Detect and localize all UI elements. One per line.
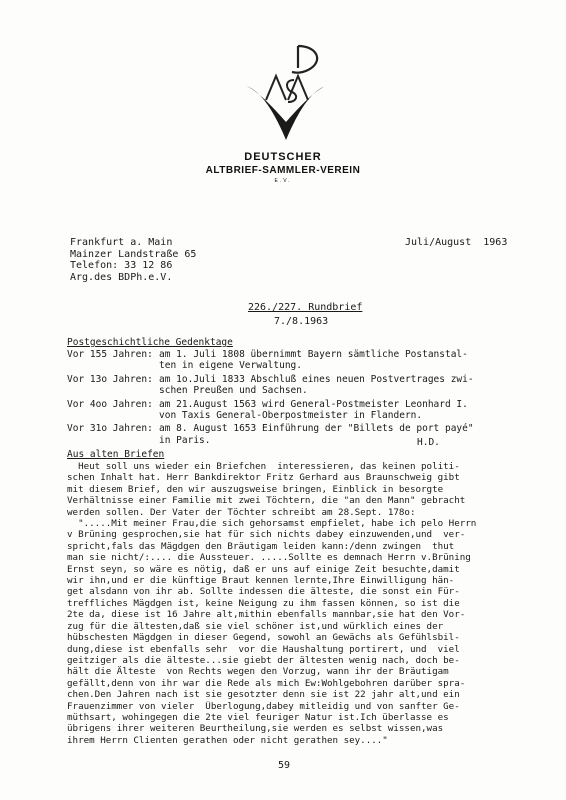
gedenktage-entry: [67, 374, 507, 397]
address-line: Mainzer Landstraße 65: [70, 248, 197, 260]
body-line: dung,diese ist ebenfalls sehr vor die Haushaltung portirert, und viel: [67, 643, 460, 655]
body-line: übrigens ihrer weiteren Beurtheilung,sie werden es selbst wissen,was: [67, 723, 444, 735]
body-line: ihrem Herrn Clienten gerathen oder nicht gerathen sey....": [67, 734, 388, 746]
entry-text: am 8. August 1653 Einführung der "Billets de port payé" in Paris.: [159, 423, 474, 446]
page-number: 59: [278, 760, 291, 771]
body-line: treffliches Mägdgen ist, keine Neigung zu ihm fassen können, so ist die: [67, 597, 460, 609]
org-line-1: DEUTSCHER: [244, 151, 322, 163]
address-line: Telefon: 33 12 86: [70, 260, 173, 271]
logo-d-stroke: [292, 46, 317, 73]
body-line: wir ihn,und er die künftige Braut kennen lernte,Ihre Einwilligung hän-: [67, 575, 455, 587]
gedenktage-entry: [67, 423, 507, 446]
body-line: spricht,fals das Mägdgen den Bräutigam leiden kann:/denn zwingen thut: [67, 540, 455, 552]
entry-text: am 1. Juli 1808 übernimmt Bayern sämtliche Postanstal- ten in eigene Verwaltung.: [159, 349, 468, 372]
body-line: werden sollen. Der Vater der Töchter schreibt am 28.Sept. 178o:: [67, 506, 416, 518]
body-line: get alsdann von ihr ab. Sollte indessen die älteste, die sonst ein Für-: [67, 586, 460, 598]
body-line: ".....Mit meiner Frau,die sich gehorsamst empfielet, habe ich pelo Herrn: [67, 518, 477, 530]
entry-text: am 1o.Juli 1833 Abschluß eines neuen Postvertrages zwi- schen Preußen und Sachsen.: [159, 373, 474, 397]
gedenktage-entry: [67, 399, 507, 422]
briefe-body: [67, 461, 507, 746]
entry-label: Vor 4oo Jahren:: [67, 398, 153, 410]
body-line: mit diesem Brief, den wir auszugsweise bringen, Einblick in besorgte: [67, 483, 444, 495]
rundbrief-date: 7./8.1963: [274, 316, 329, 327]
gedenktage-heading: Postgeschichtliche Gedenktage: [67, 337, 233, 348]
body-line: geitziger als die älteste...sie giebt der ältesten wenig nach, doch be-: [67, 654, 460, 666]
rundbrief-title: 226./227. Rundbrief: [248, 302, 363, 313]
body-line: Verhältnisse einer Familie mit zwei Töchtern, die "an den Mann" gebracht: [67, 495, 466, 507]
body-line: 2te da, diese ist 16 Jahre alt,mithin ebenfalls mannbar,sie hat den Vor-: [67, 609, 466, 621]
letter-date: Juli/August 1963: [405, 237, 508, 248]
entry-label: Vor 155 Jahren:: [67, 349, 153, 360]
signature-initials: H.D.: [417, 437, 440, 448]
address-line: Frankfurt a. Main: [70, 237, 173, 248]
body-line: Heut soll uns wieder ein Briefchen interessieren, das keinen politi-: [67, 461, 460, 472]
gedenktage-list: [67, 349, 507, 446]
org-line-2: ALTBRIEF-SAMMLER-VEREIN: [205, 165, 361, 176]
body-line: v Brüning gesprochen,sie hat für sich nichts dabey einzuwenden,und ver-: [67, 529, 466, 541]
body-line: hält die Älteste von Rechts wegen den Vorzug, wann ihr der Bräutigam: [67, 666, 449, 678]
address-line: Arg.des BDPh.e.V.: [70, 271, 173, 283]
organization-name: [183, 151, 383, 185]
body-line: schen Inhalt hat. Herr Bankdirektor Fritz Gerhard aus Braunschweig gibt: [67, 472, 460, 484]
entry-label: Vor 13o Jahren:: [67, 373, 153, 385]
gedenktage-entry: [67, 349, 507, 372]
asv-logo: [236, 40, 336, 145]
body-line: müthsart, wohingegen die 2te viel feuriger Natur ist.Ich überlasse es: [67, 711, 449, 723]
sender-address: [70, 237, 196, 283]
logo-v-shape: [246, 86, 326, 140]
body-line: hübschesten Mägdgen in dieser Gegend, sowohl an Gewächs als Gefühlsbil-: [67, 632, 460, 644]
body-line: chen.Den Jahren nach ist sie gesotzter denn sie ist 22 jahr alt,und ein: [67, 689, 460, 701]
body-line: zug für die ältesten,daß sie viel schöner ist,und würklich eines der: [67, 620, 444, 632]
briefe-heading: Aus alten Briefen: [67, 449, 165, 460]
body-line: man sie nicht/:.... die Aussteuer. .....Sollte es demnach Herrn v.Brüning: [67, 552, 471, 564]
org-line-3: E.V.: [274, 178, 292, 184]
body-line: Frauenzimmer von vieler Überlogung,dabey mitleidig und von sanfter Ge-: [67, 700, 460, 712]
body-line: gefällt,denn von ihr war die Rede als mich Ew:Wohlgebohren darüber spra-: [67, 677, 466, 689]
body-line: Ernst seyn, so wäre es nötig, daß er uns auf einige Zeit besuchte,damit: [67, 563, 460, 575]
entry-text: am 21.August 1563 wird General-Postmeister Leonhard I. von Taxis General-Oberpostmeister in Flandern.: [159, 398, 468, 422]
logo-a-left: [266, 76, 286, 100]
entry-label: Vor 31o Jahren:: [67, 423, 153, 435]
